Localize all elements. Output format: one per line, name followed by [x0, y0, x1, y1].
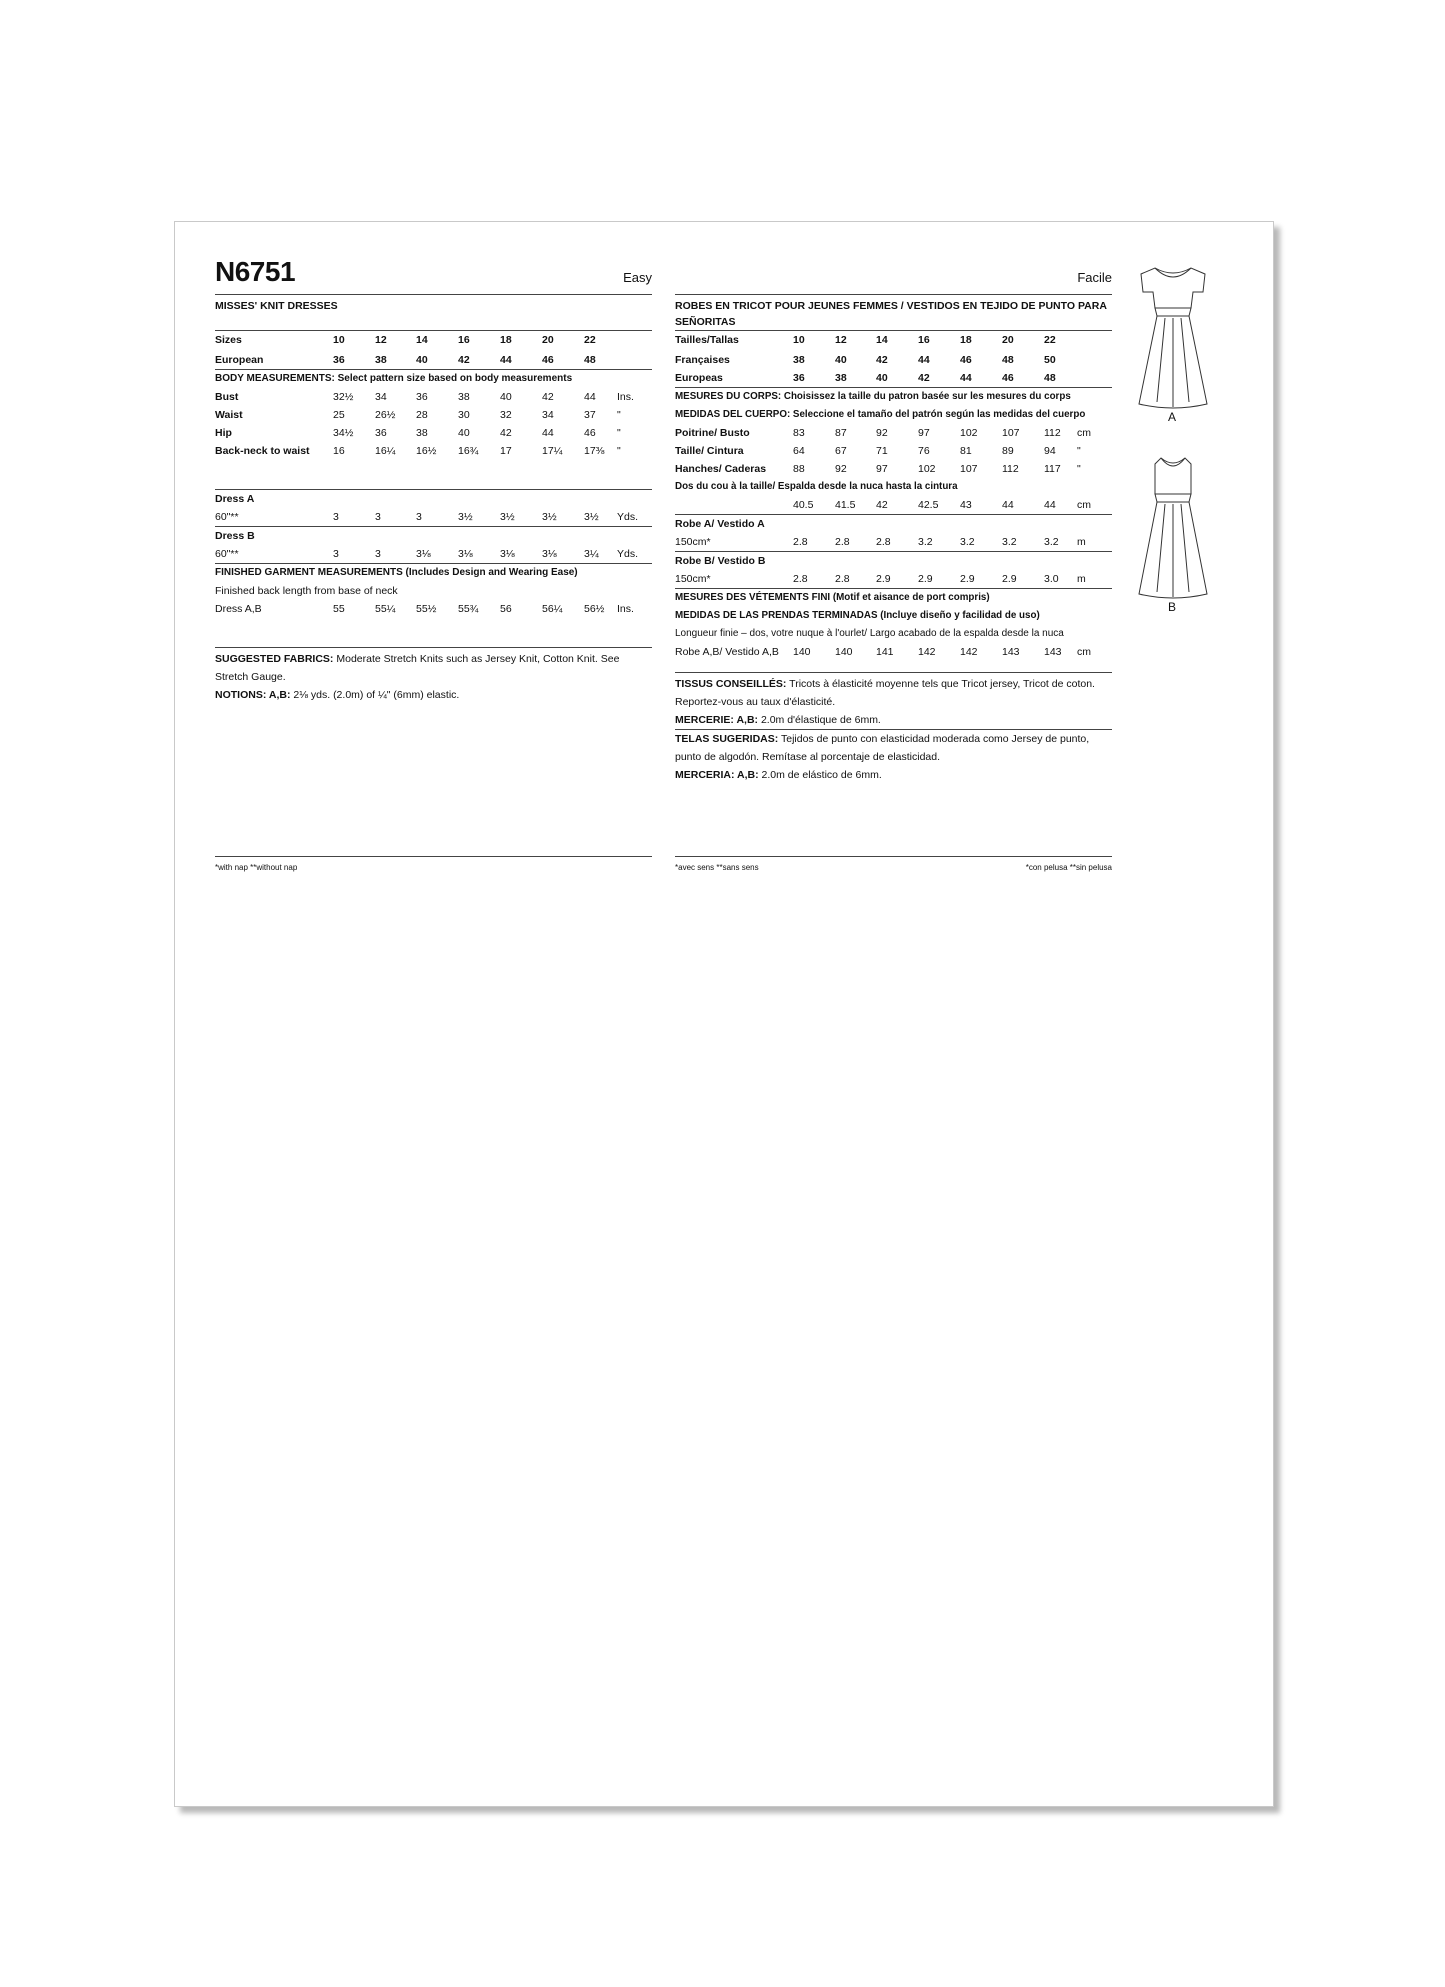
pattern-number: N6751 — [215, 256, 296, 287]
dress-a-label: Dress A — [215, 493, 255, 505]
body-row-bust: Bust 32½ 34 36 38 40 42 44 Ins. — [215, 391, 634, 403]
body-row-hanches: Hanches/ Caderas 88 92 97 102 107 112 117 " — [675, 463, 1081, 475]
finished-row: Dress A,B 55 55¼ 55½ 55¾ 56 56¼ 56½ Ins. — [215, 603, 634, 615]
merceria: MERCERIA: A,B: 2.0m de elástico de 6mm. — [675, 769, 882, 781]
back-heading: Dos du cou à la taille/ Espalda desde la nuca hasta la cintura — [675, 481, 958, 492]
robe-b-row: 150cm* 2.8 2.8 2.9 2.9 2.9 2.9 3.0 m — [675, 570, 1112, 589]
body-row-back-neck: Back-neck to waist 16 16¼ 16½ 16¾ 17 17¼ 17⅜ " — [215, 445, 621, 457]
europeas-row: Europeas 36 38 40 42 44 46 48 — [675, 369, 1112, 388]
back-row: 40.5 41.5 42 42.5 43 44 44 cm — [675, 496, 1112, 515]
european-row: European 36 38 40 42 44 46 48 — [215, 351, 652, 370]
finished-sub-fr: Longueur finie – dos, votre nuque à l'ourlet/ Largo acabado de la espalda desde la nuca — [675, 628, 1064, 639]
dress-b-label: B — [1168, 600, 1177, 614]
finished-heading-es: MEDIDAS DE LAS PRENDAS TERMINADAS (Incluye diseño y facilidad de uso) — [675, 610, 1040, 621]
body-row-hip: Hip 34½ 36 38 40 42 44 46 " — [215, 427, 621, 439]
sizes-row: Sizes 10 12 14 16 18 20 22 — [215, 330, 652, 351]
body-measurements-heading: BODY MEASUREMENTS: Select pattern size based on body measurements — [215, 373, 573, 384]
finished-row-fr: Robe A,B/ Vestido A,B 140 140 141 142 142 143 143 cm — [675, 646, 1091, 658]
robe-a-row: 150cm* 2.8 2.8 2.8 3.2 3.2 3.2 3.2 m — [675, 533, 1112, 552]
dress-a-icon — [1135, 262, 1211, 412]
tailles-row: Tailles/Tallas 10 12 14 16 18 20 22 — [675, 330, 1112, 351]
dress-a-row: 60"** 3 3 3 3½ 3½ 3½ 3½ Yds. — [215, 508, 652, 527]
dress-b-sketch — [1135, 454, 1211, 614]
dress-b-label: Dress B — [215, 530, 255, 542]
difficulty-label: Easy — [623, 270, 652, 285]
notions: NOTIONS: A,B: 2⅛ yds. (2.0m) of ¼" (6mm) elastic. — [215, 689, 460, 701]
body-row-taille: Taille/ Cintura 64 67 71 76 81 89 94 " — [675, 445, 1081, 457]
tissus-conseilles: TISSUS CONSEILLÉS: Tricots à élasticité moyenne tels que Tricot jersey, Tricot de coton. Reportez-vous au taux d'élasticité. — [675, 678, 1095, 708]
difficulty-label-fr: Facile — [1077, 270, 1112, 285]
pattern-title: MISSES' KNIT DRESSES — [215, 294, 652, 320]
dress-b-row: 60"** 3 3 3⅛ 3⅛ 3⅛ 3⅛ 3¼ Yds. — [215, 545, 652, 564]
robe-b-label: Robe B/ Vestido B — [675, 555, 766, 567]
finished-heading-fr: MESURES DES VÉTEMENTS FINI (Motif et aisance de port compris) — [675, 592, 990, 603]
footnote-fr-es: *avec sens **sans sens *con pelusa **sin pelusa — [675, 856, 1112, 872]
body-heading-es: MEDIDAS DEL CUERPO: Seleccione el tamaño del patrón según las medidas del cuerpo — [675, 409, 1086, 420]
pattern-title-fr-es: ROBES EN TRICOT POUR JEUNES FEMMES / VESTIDOS EN TEJIDO DE PUNTO PARA SEÑORITAS — [675, 294, 1112, 330]
telas-sugeridas: TELAS SUGERIDAS: Tejidos de punto con elasticidad moderada como Jersey de punto, punto de algodón. Remítase al porcentaje de elasticidad. — [675, 733, 1090, 763]
dress-a-sketch — [1135, 262, 1211, 424]
body-row-waist: Waist 25 26½ 28 30 32 34 37 " — [215, 409, 621, 421]
dress-b-icon — [1135, 454, 1211, 604]
mercerie: MERCERIE: A,B: 2.0m d'élastique de 6mm. — [675, 711, 1112, 730]
finished-measurements-heading: FINISHED GARMENT MEASUREMENTS (Includes Design and Wearing Ease) — [215, 567, 578, 578]
body-row-poitrine: Poitrine/ Busto 83 87 92 97 102 107 112 cm — [675, 427, 1091, 439]
dress-a-label: A — [1168, 410, 1177, 424]
body-heading-fr: MESURES DU CORPS: Choisissez la taille du patron basée sur les mesures du corps — [675, 391, 1071, 402]
pattern-envelope-back — [174, 221, 1274, 1807]
suggested-fabrics: SUGGESTED FABRICS: Moderate Stretch Knits such as Jersey Knit, Cotton Knit. See Stretch Gauge. — [215, 653, 620, 683]
finished-sub: Finished back length from base of neck — [215, 585, 398, 597]
francaises-row: Françaises 38 40 42 44 46 48 50 — [675, 354, 1056, 366]
robe-a-label: Robe A/ Vestido A — [675, 518, 765, 530]
footnote: *with nap **without nap — [215, 856, 652, 872]
